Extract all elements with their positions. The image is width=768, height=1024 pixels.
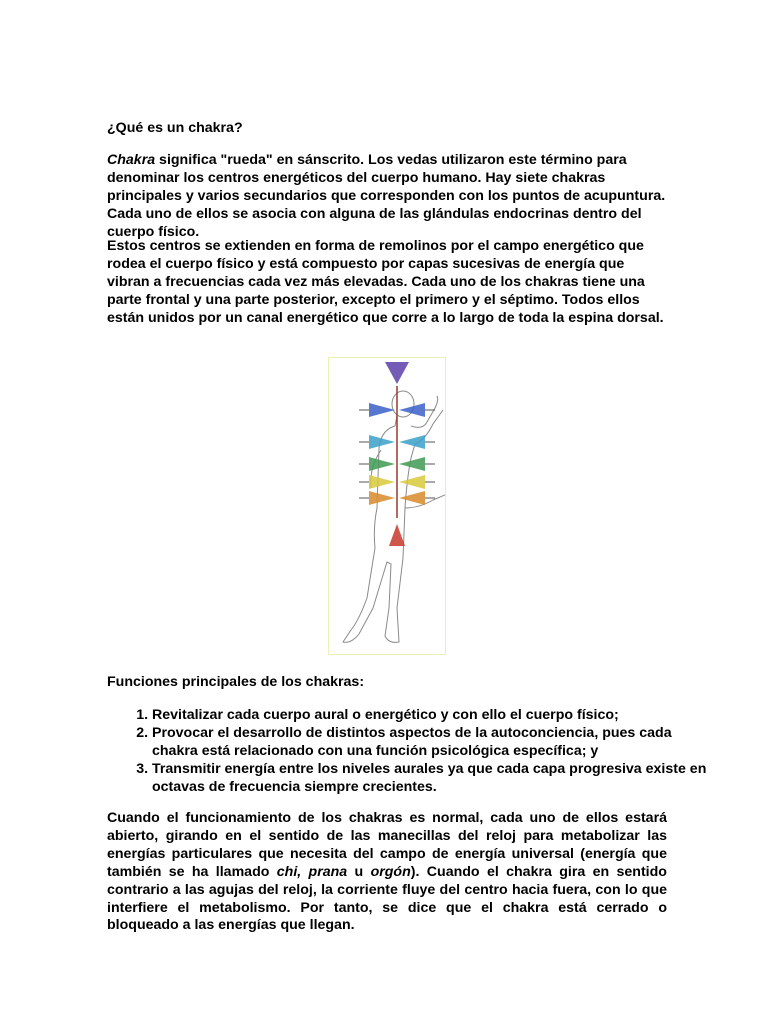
chakra-body-illustration (328, 357, 446, 655)
page-title: ¿Qué es un chakra? (107, 120, 243, 136)
body-outline (343, 391, 445, 642)
root-chakra-cone (389, 524, 405, 546)
chakra-front-cone (369, 457, 395, 471)
centers-paragraph: Estos centros se extienden en forma de remolinos por el campo energético que rodea el cuerpo físico y está compuesto por capas sucesivas de energía que vibran a frecuencias cada vez más elevadas. Cada uno de los chakras tiene una parte frontal y una parte posterior, excepto el primero y el séptimo. Todos ellos están unidos por un canal energético que corre a lo largo de toda la espina dorsal. (107, 238, 664, 326)
chakra-back-cone (399, 491, 425, 505)
list-item: 3. Transmitir energía entre los niveles aurales ya que cada capa progresiva existe en octavas de frecuencia siempre crecientes. (152, 761, 712, 797)
chakra-back-cone (399, 475, 425, 489)
functions-list (107, 707, 712, 797)
closing-text-b: ). Cuando el chakra gira en sentido contrario a las agujas del reloj, la corriente fluye del centro hacia fuera, con lo que interfiere el metabolismo. Por tanto, se dice que el chakra está cerrado o bloqueado a las energías que llegan. (107, 863, 667, 934)
list-item: 2. Provocar el desarrollo de distintos aspectos de la autoconciencia, pues cada chakra está relacionado con una función psicológica específica; y (152, 725, 712, 761)
chakra-figure-svg (329, 358, 445, 654)
intro-paragraph (107, 152, 667, 242)
chakra-back-cone (399, 435, 425, 449)
orgon-term: orgón (370, 863, 411, 880)
chi-prana-term: chi, prana (276, 863, 348, 880)
chakra-back-cone (399, 403, 425, 417)
chakra-front-cone (369, 491, 395, 505)
closing-paragraph (107, 810, 667, 935)
chakra-term: Chakra (107, 152, 156, 168)
functions-heading: Funciones principales de los chakras: (107, 674, 365, 690)
intro-text: significa "rueda" en sánscrito. Los vedas utilizaron este término para denominar los centros energéticos del cuerpo humano. Hay siete chakras principales y varios secundarios que corresponden con los puntos de acupuntura. Cada uno de ellos se asocia con alguna de las glándulas endocrinas dentro del cuerpo físico. (107, 152, 666, 240)
crown-chakra-cone (385, 362, 409, 384)
list-item: 1. Revitalizar cada cuerpo aural o energético y con ello el cuerpo físico; (152, 707, 712, 725)
closing-text-a: Cuando el funcionamiento de los chakras es normal, cada uno de ellos estará abierto, girando en el sentido de las manecillas del reloj para metabolizar las energías particulares que necesita del campo de energía universal (energía que también se ha llamado (107, 810, 667, 880)
closing-connector: u (347, 863, 371, 880)
chakra-back-cone (399, 457, 425, 471)
chakra-front-cone (369, 403, 395, 417)
chakra-front-cone (369, 475, 395, 489)
